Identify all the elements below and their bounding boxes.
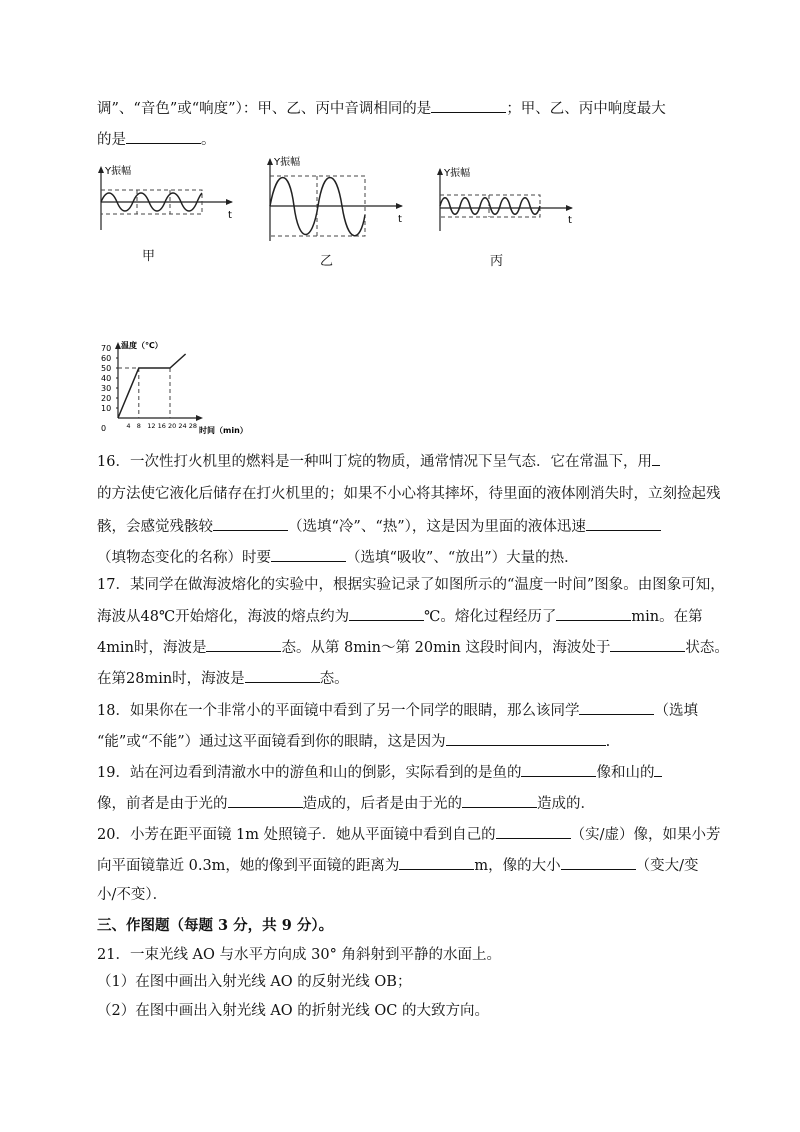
temp-y-tick: 20 bbox=[101, 394, 112, 403]
q19-blank-fish-image[interactable] bbox=[521, 761, 596, 777]
caption-jia: 甲 bbox=[142, 249, 156, 264]
temp-x-tick: 4 bbox=[126, 422, 131, 430]
q19-text-2a: 像，前者是由于光的 bbox=[97, 796, 228, 812]
q15-text-d: 。 bbox=[201, 132, 216, 148]
q17-text-1: 17．某同学在做海波熔化的实验中，根据实验记录了如图所示的“温度一时间”图象。由图象可知， bbox=[97, 577, 725, 593]
q16-text-4a: （填物态变化的名称）时要 bbox=[97, 550, 271, 566]
q19-line1 bbox=[97, 761, 662, 783]
temp-y-tick: 30 bbox=[101, 384, 112, 393]
wave-xlabel: t bbox=[568, 215, 572, 226]
q21-line3: （2）在图中画出入射光线 AO 的折射光线 OC 的大致方向。 bbox=[97, 1003, 490, 1019]
q19-blank-mountain-image[interactable] bbox=[654, 761, 662, 777]
temp-y-tick: 50 bbox=[101, 364, 112, 373]
q20-text-2c: （变大/变 bbox=[635, 858, 699, 874]
q16-blank-heat[interactable] bbox=[271, 546, 346, 562]
q16-line4 bbox=[97, 546, 579, 568]
q19-text-2c: 造成的． bbox=[537, 796, 595, 812]
temp-x-tick: 8 bbox=[136, 422, 141, 430]
q18-blank-can[interactable] bbox=[579, 699, 654, 715]
temp-x-tick: 24 bbox=[178, 422, 187, 430]
q20-text-1b: （实/虚）像，如果小芳 bbox=[570, 827, 721, 843]
q16-blank-method[interactable] bbox=[652, 450, 660, 466]
caption-bing: 丙 bbox=[490, 254, 504, 269]
temperature-curve bbox=[118, 354, 186, 418]
temp-y-tick: 70 bbox=[101, 344, 112, 353]
q18-text-2b: . bbox=[605, 734, 611, 750]
q17-text-3b: 态。从第 8min～第 20min 这段时间内，海波处于 bbox=[281, 640, 611, 656]
q18-blank-reason[interactable] bbox=[446, 730, 606, 746]
q20-blank-real-virtual[interactable] bbox=[496, 823, 571, 839]
q17-text-3c: 状态。 bbox=[685, 640, 729, 656]
q17-text-4a: 在第28min时，海波是 bbox=[97, 671, 245, 687]
q21-line1: 21．一束光线 AO 与水平方向成 30° 角斜射到平静的水面上。 bbox=[97, 947, 501, 963]
wave-ylabel: Y振幅 bbox=[105, 166, 132, 177]
temp-x-tick: 16 bbox=[157, 422, 166, 430]
q20-line1 bbox=[97, 823, 721, 845]
q16-text-3a: 骸，会感觉残骸较 bbox=[97, 519, 213, 535]
wave-ylabel: Y振幅 bbox=[274, 157, 301, 168]
q16-blank-change[interactable] bbox=[586, 515, 661, 531]
q16-blank-feel[interactable] bbox=[213, 515, 288, 531]
q17-line2 bbox=[97, 605, 703, 627]
q17-blank-state-28min[interactable] bbox=[245, 667, 320, 683]
q17-blank-melting-point[interactable] bbox=[349, 605, 424, 621]
temp-x-tick: 20 bbox=[168, 422, 177, 430]
q17-text-2c: min。在第 bbox=[631, 609, 703, 625]
q17-blank-state-range[interactable] bbox=[610, 636, 685, 652]
temp-ylabel: 温度（℃） bbox=[121, 341, 163, 350]
q20-text-2b: m，像的大小 bbox=[474, 858, 561, 874]
q20-blank-size[interactable] bbox=[561, 854, 636, 870]
q19-blank-cause-2[interactable] bbox=[462, 792, 537, 808]
q15-text-a: 调”、“音色”或“响度”）：甲、乙、丙中音调相同的是 bbox=[97, 101, 432, 117]
q17-text-2b: ℃。熔化过程经历了 bbox=[424, 609, 557, 625]
q17-line3 bbox=[97, 636, 729, 658]
q17-blank-duration[interactable] bbox=[556, 605, 631, 621]
q16-line3 bbox=[97, 515, 661, 537]
q16-line2 bbox=[97, 484, 721, 504]
caption-yi: 乙 bbox=[320, 254, 334, 269]
q15-line2 bbox=[97, 128, 216, 150]
wave-xlabel: t bbox=[228, 210, 232, 221]
q19-blank-cause-1[interactable] bbox=[228, 792, 303, 808]
wave-xlabel: t bbox=[398, 214, 402, 225]
q17-blank-state-4min[interactable] bbox=[206, 636, 281, 652]
temp-xlabel: 时间（min） bbox=[199, 426, 248, 435]
q15-text-b: ；甲、乙、丙中响度最大 bbox=[506, 101, 666, 117]
wave-ylabel: Y振幅 bbox=[444, 168, 471, 179]
q16-line1 bbox=[97, 450, 660, 472]
q20-text-1a: 20．小芳在距平面镜 1m 处照镜子．她从平面镜中看到自己的 bbox=[97, 827, 496, 843]
q18-line1 bbox=[97, 699, 698, 721]
q17-text-2a: 海波从48℃开始熔化，海波的熔点约为 bbox=[97, 609, 350, 625]
q18-line2 bbox=[97, 730, 610, 752]
q15-blank-pitch[interactable] bbox=[431, 97, 506, 113]
q16-text-4b: （选填“吸收”、“放出”）大量的热． bbox=[346, 550, 579, 566]
q20-text-3: 小/不变）． bbox=[97, 887, 168, 903]
q20-line2 bbox=[97, 854, 699, 876]
q15-text-c: 的是 bbox=[97, 132, 126, 148]
temp-y-tick: 40 bbox=[101, 374, 112, 383]
q17-text-3a: 4min时，海波是 bbox=[97, 640, 207, 656]
q18-text-1b: （选填 bbox=[654, 703, 698, 719]
q19-text-1a: 19．站在河边看到清澈水中的游鱼和山的倒影，实际看到的是鱼的 bbox=[97, 765, 522, 781]
q16-text-1: 16．一次性打火机里的燃料是一种叫丁烷的物质，通常情况下呈气态．它在常温下，用 bbox=[97, 454, 652, 470]
q19-text-2b: 造成的，后者是由于光的 bbox=[302, 796, 462, 812]
q15-blank-loudness[interactable] bbox=[126, 128, 201, 144]
section-three-heading: 三、作图题（每题 3 分，共 9 分）。 bbox=[97, 917, 334, 934]
q17-text-4b: 态。 bbox=[319, 671, 349, 687]
wave-graph-yi bbox=[262, 153, 412, 245]
temp-x-tick: 28 bbox=[188, 422, 198, 430]
wave-graph-jia bbox=[92, 160, 242, 235]
q18-text-2a: “能”或“不能”）通过这平面镜看到你的眼睛，这是因为 bbox=[97, 734, 446, 750]
q19-text-1b: 像和山的 bbox=[596, 765, 655, 781]
temp-origin: 0 bbox=[101, 424, 107, 433]
q20-blank-distance[interactable] bbox=[399, 854, 474, 870]
q20-line3 bbox=[97, 885, 167, 905]
temp-y-tick: 60 bbox=[101, 354, 112, 363]
temp-x-tick: 12 bbox=[147, 422, 156, 430]
q21-line2: （1）在图中画出入射光线 AO 的反射光线 OB； bbox=[97, 974, 412, 990]
q16-text-3b: （选填“冷”、“热”），这是因为里面的液体迅速 bbox=[288, 519, 586, 535]
wave-graph-bing bbox=[432, 165, 582, 235]
q15-line1 bbox=[97, 97, 666, 119]
q19-line2 bbox=[97, 792, 595, 814]
temp-y-tick: 10 bbox=[101, 404, 112, 413]
q17-line4 bbox=[97, 667, 349, 689]
q18-text-1a: 18．如果你在一个非常小的平面镜中看到了另一个同学的眼睛，那么该同学 bbox=[97, 703, 580, 719]
q16-text-2: 的方法使它液化后储存在打火机里的；如果不小心将其摔坏，待里面的液体刚消失时，立刻捡起残 bbox=[97, 486, 721, 502]
temperature-time-graph bbox=[95, 336, 255, 438]
q17-line1 bbox=[97, 575, 725, 595]
q20-text-2a: 向平面镜靠近 0.3m，她的像到平面镜的距离为 bbox=[97, 858, 400, 874]
